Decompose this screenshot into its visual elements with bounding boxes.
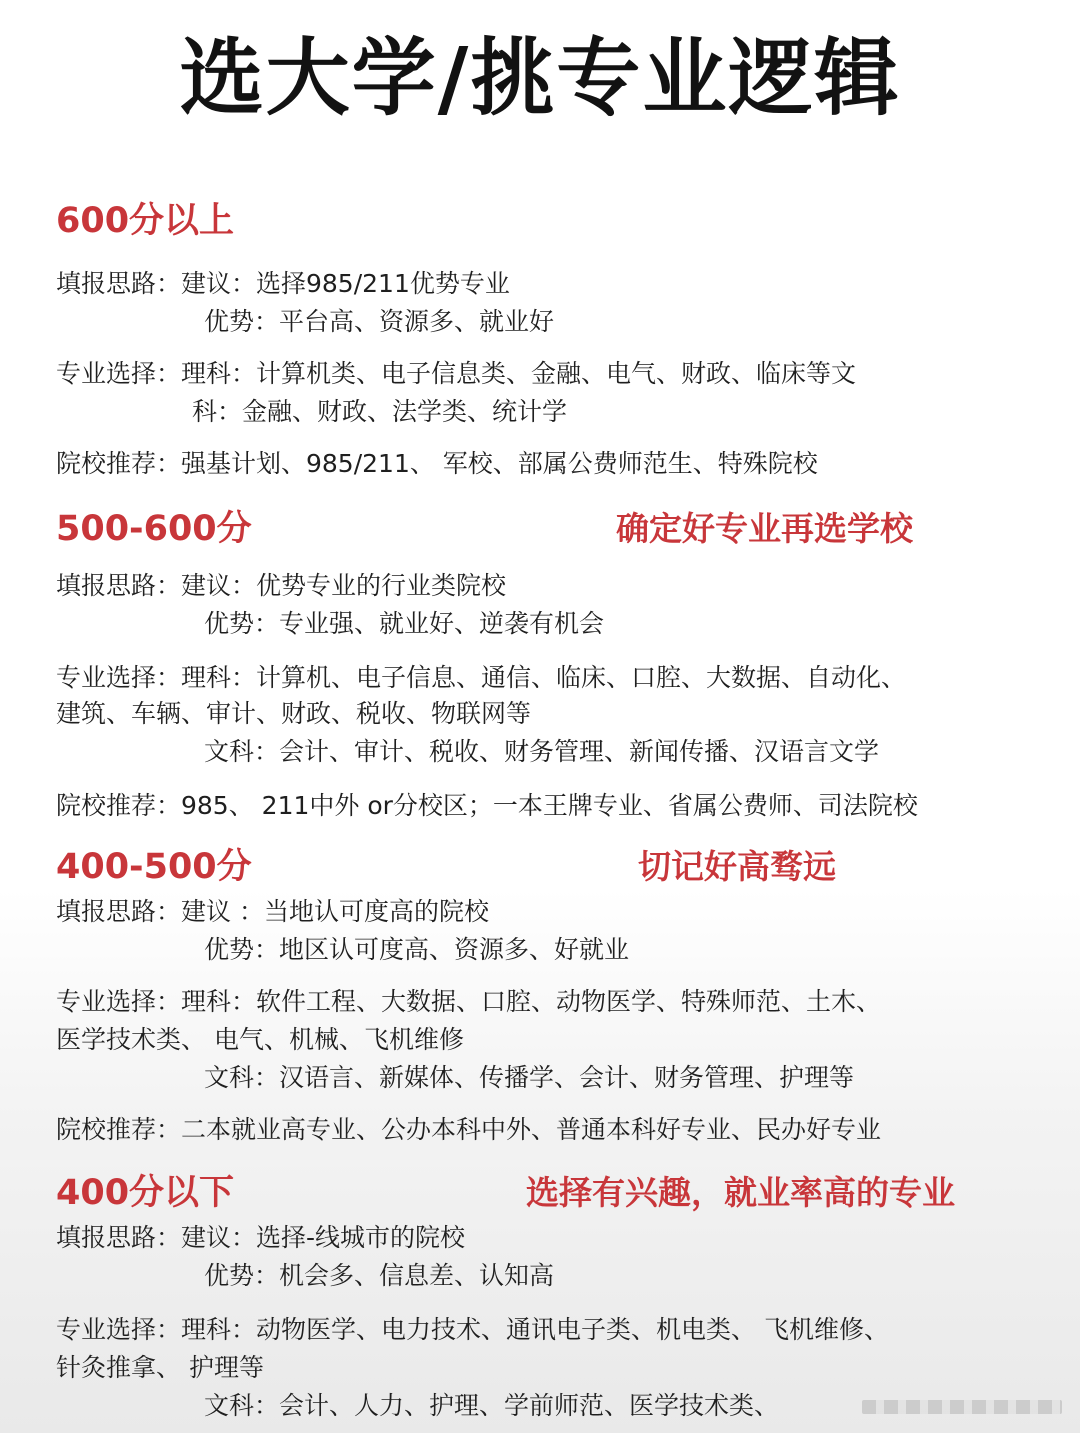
fill-strategy-line: 填报思路：建议 ：当地认可度高的院校 xyxy=(56,897,489,926)
section-heading-500-600: 500-600分 xyxy=(56,509,252,549)
major-choice-line: 专业选择：理科：软件工程、大数据、口腔、动物医学、特殊师范、土木、 xyxy=(56,987,882,1016)
major-choice-line: 专业选择：理科：计算机、电子信息、通信、临床、口腔、大数据、自动化、 xyxy=(56,663,907,692)
page-title: 选大学/挑专业逻辑 xyxy=(179,29,901,127)
advantage-line: 优势：专业强、就业好、逆袭有机会 xyxy=(204,609,605,638)
section-heading-600-plus: 600分以上 xyxy=(56,201,235,241)
liberal-arts-line: 文科：会计、人力、护理、学前师范、医学技术类、 xyxy=(204,1391,780,1420)
liberal-arts-line: 文科：会计、审计、税收、财务管理、新闻传播、汉语言文学 xyxy=(204,737,880,766)
fill-strategy-line: 填报思路：建议：选择-线城市的院校 xyxy=(56,1223,466,1252)
section-note-400-below: 选择有兴趣，就业率高的专业 xyxy=(526,1173,955,1212)
fill-strategy-line: 填报思路：建议：优势专业的行业类院校 xyxy=(56,571,507,600)
major-choice-continued-line: 针灸推拿、 护理等 xyxy=(56,1353,264,1382)
fill-strategy-line: 填报思路：建议：选择985/211优势专业 xyxy=(56,269,510,298)
major-choice-line: 专业选择：理科：动物医学、电力技术、通讯电子类、机电类、 飞机维修、 xyxy=(56,1315,889,1344)
school-recommend-line: 院校推荐：985、 211中外 or分校区；一本王牌专业、省属公费师、司法院校 xyxy=(56,791,918,820)
school-recommend-line: 院校推荐：强基计划、985/211、 军校、部属公费师范生、特殊院校 xyxy=(56,449,818,478)
advantage-line: 优势：机会多、信息差、认知高 xyxy=(204,1261,555,1290)
major-choice-continued-line: 科：金融、财政、法学类、统计学 xyxy=(192,397,568,426)
liberal-arts-line: 文科：汉语言、新媒体、传播学、会计、财务管理、护理等 xyxy=(204,1063,855,1092)
major-choice-line: 专业选择：理科：计算机类、电子信息类、金融、电气、财政、临床等文 xyxy=(56,359,857,388)
section-note-400-500: 切记好高骛远 xyxy=(638,847,836,886)
section-note-500-600: 确定好专业再选学校 xyxy=(616,509,913,548)
section-heading-400-below: 400分以下 xyxy=(56,1173,235,1213)
school-recommend-line: 院校推荐：二本就业高专业、公办本科中外、普通本科好专业、民办好专业 xyxy=(56,1115,882,1144)
advantage-line: 优势：平台高、资源多、就业好 xyxy=(204,307,555,336)
major-choice-continued-line: 建筑、车辆、审计、财政、税收、物联网等 xyxy=(56,699,532,728)
section-heading-400-500: 400-500分 xyxy=(56,847,252,887)
advantage-line: 优势：地区认可度高、资源多、好就业 xyxy=(204,935,630,964)
watermark-bar xyxy=(862,1400,1062,1414)
major-choice-continued-line: 医学技术类、 电气、机械、飞机维修 xyxy=(56,1025,464,1054)
